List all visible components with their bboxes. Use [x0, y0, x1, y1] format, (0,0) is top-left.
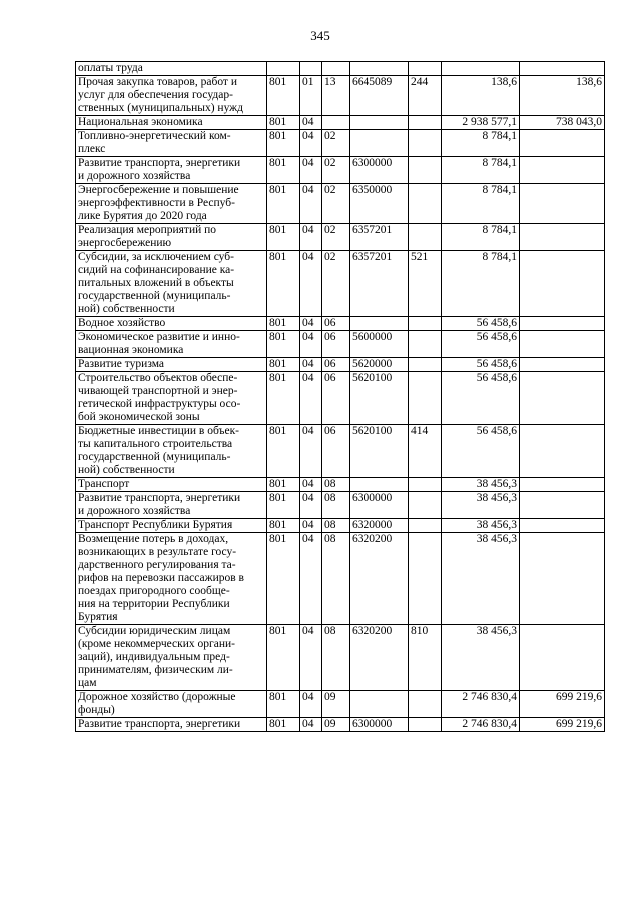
table-row — [76, 130, 605, 157]
item-name-cell — [76, 519, 267, 533]
subsection-code-cell: 08 — [322, 533, 350, 625]
admin-code-cell: 801 — [267, 492, 300, 519]
expense-type-cell — [409, 184, 442, 224]
amount-secondary-cell — [520, 331, 605, 358]
section-code-cell: 04 — [300, 251, 322, 317]
item-name-line: государственной (муниципаль- — [78, 290, 231, 302]
admin-code-cell: 801 — [267, 533, 300, 625]
amount-secondary-cell — [520, 533, 605, 625]
target-article-cell: 6350000 — [350, 184, 409, 224]
amount-secondary-cell — [520, 157, 605, 184]
section-code-cell: 04 — [300, 331, 322, 358]
item-name-line: плекс — [78, 143, 106, 155]
amount-secondary-cell: 699 219,6 — [520, 718, 605, 732]
amount-cell: 2 746 830,4 — [442, 691, 520, 718]
item-name-line: энергоэффективности в Респуб- — [78, 197, 235, 209]
expense-type-cell — [409, 372, 442, 425]
expense-type-cell — [409, 331, 442, 358]
item-name-line: чивающей транспортной и энер- — [78, 385, 238, 397]
expense-type-cell — [409, 533, 442, 625]
admin-code-cell: 801 — [267, 317, 300, 331]
amount-secondary-cell — [520, 62, 605, 76]
item-name-cell — [76, 224, 267, 251]
admin-code-cell: 801 — [267, 691, 300, 718]
item-name-line: Развитие туризма — [78, 358, 164, 370]
item-name-line: ния на территории Республики — [78, 598, 230, 610]
target-article-cell: 5600000 — [350, 331, 409, 358]
amount-cell: 138,6 — [442, 76, 520, 116]
target-article-cell — [350, 691, 409, 718]
subsection-code-cell: 08 — [322, 519, 350, 533]
admin-code-cell: 801 — [267, 358, 300, 372]
table-row — [76, 317, 605, 331]
item-name-line: Экономическое развитие и инно- — [78, 331, 240, 343]
amount-cell: 56 458,6 — [442, 317, 520, 331]
subsection-code-cell: 02 — [322, 184, 350, 224]
item-name-cell — [76, 331, 267, 358]
expense-type-cell — [409, 478, 442, 492]
item-name-line: ственных (муниципальных) нужд — [78, 102, 243, 114]
table-row — [76, 358, 605, 372]
section-code-cell: 04 — [300, 519, 322, 533]
item-name-line: возникающих в результате госу- — [78, 546, 237, 558]
amount-cell: 8 784,1 — [442, 130, 520, 157]
item-name-line: поездах пригородного сообще- — [78, 585, 230, 597]
admin-code-cell: 801 — [267, 519, 300, 533]
section-code-cell: 04 — [300, 157, 322, 184]
expense-type-cell — [409, 691, 442, 718]
target-article-cell: 6300000 — [350, 492, 409, 519]
item-name-line: бой экономической зоны — [78, 411, 200, 423]
subsection-code-cell: 02 — [322, 157, 350, 184]
table-row — [76, 224, 605, 251]
expense-type-cell — [409, 116, 442, 130]
budget-table-body — [76, 62, 605, 732]
item-name-cell — [76, 478, 267, 492]
item-name-line: Развитие транспорта, энергетики — [78, 157, 241, 169]
amount-cell: 56 458,6 — [442, 425, 520, 478]
section-code-cell: 04 — [300, 224, 322, 251]
item-name-cell — [76, 251, 267, 317]
amount-secondary-cell — [520, 130, 605, 157]
item-name-line: оплаты труда — [78, 62, 143, 74]
table-row — [76, 425, 605, 478]
subsection-code-cell: 06 — [322, 425, 350, 478]
target-article-cell: 5620000 — [350, 358, 409, 372]
target-article-cell: 5620100 — [350, 425, 409, 478]
subsection-code-cell: 09 — [322, 718, 350, 732]
section-code-cell: 04 — [300, 358, 322, 372]
target-article-cell: 6300000 — [350, 157, 409, 184]
subsection-code-cell: 13 — [322, 76, 350, 116]
admin-code-cell: 801 — [267, 425, 300, 478]
amount-cell: 38 456,3 — [442, 519, 520, 533]
target-article-cell: 6320200 — [350, 533, 409, 625]
item-name-line: Дорожное хозяйство (дорожные — [78, 691, 236, 703]
item-name-line: услуг для обеспечения государ- — [78, 89, 233, 101]
section-code-cell: 04 — [300, 372, 322, 425]
target-article-cell: 6320200 — [350, 625, 409, 691]
item-name-line: Энергосбережение и повышение — [78, 184, 239, 196]
subsection-code-cell: 06 — [322, 372, 350, 425]
item-name-line: ной) собственности — [78, 303, 175, 315]
table-row — [76, 625, 605, 691]
item-name-line: ной) собственности — [78, 464, 175, 476]
amount-secondary-cell — [520, 519, 605, 533]
admin-code-cell: 801 — [267, 331, 300, 358]
item-name-line: Транспорт — [78, 478, 130, 490]
subsection-code-cell: 02 — [322, 224, 350, 251]
item-name-line: вационная экономика — [78, 344, 184, 356]
target-article-cell — [350, 62, 409, 76]
item-name-line: Водное хозяйство — [78, 317, 166, 329]
budget-table — [75, 61, 605, 732]
admin-code-cell: 801 — [267, 224, 300, 251]
table-row — [76, 116, 605, 130]
amount-cell: 38 456,3 — [442, 533, 520, 625]
item-name-cell — [76, 62, 267, 76]
item-name-line: Субсидии, за исключением суб- — [78, 251, 234, 263]
table-row — [76, 533, 605, 625]
target-article-cell: 6300000 — [350, 718, 409, 732]
admin-code-cell: 801 — [267, 478, 300, 492]
section-code-cell: 04 — [300, 718, 322, 732]
table-row — [76, 184, 605, 224]
item-name-line: дарственного регулирования та- — [78, 559, 236, 571]
item-name-line: энергосбережению — [78, 237, 172, 249]
item-name-line: Развитие транспорта, энергетики — [78, 492, 241, 504]
amount-secondary-cell — [520, 184, 605, 224]
admin-code-cell: 801 — [267, 184, 300, 224]
item-name-line: цам — [78, 677, 97, 689]
item-name-line: принимателям, физическим ли- — [78, 664, 233, 676]
item-name-line: (кроме некоммерческих органи- — [78, 638, 235, 650]
item-name-line: государственной (муниципаль- — [78, 451, 231, 463]
table-row — [76, 372, 605, 425]
expense-type-cell — [409, 317, 442, 331]
amount-secondary-cell: 138,6 — [520, 76, 605, 116]
expense-type-cell — [409, 130, 442, 157]
subsection-code-cell: 08 — [322, 478, 350, 492]
item-name-line: Строительство объектов обеспе- — [78, 372, 238, 384]
section-code-cell: 04 — [300, 625, 322, 691]
item-name-cell — [76, 372, 267, 425]
table-row — [76, 492, 605, 519]
item-name-cell — [76, 130, 267, 157]
section-code-cell: 04 — [300, 317, 322, 331]
amount-secondary-cell: 738 043,0 — [520, 116, 605, 130]
item-name-cell — [76, 157, 267, 184]
amount-secondary-cell — [520, 358, 605, 372]
subsection-code-cell — [322, 62, 350, 76]
subsection-code-cell: 02 — [322, 251, 350, 317]
item-name-line: лике Бурятия до 2020 года — [78, 210, 207, 222]
page-number: 345 — [310, 28, 330, 43]
target-article-cell: 6357201 — [350, 251, 409, 317]
item-name-line: Возмещение потерь в доходах, — [78, 533, 229, 545]
amount-secondary-cell — [520, 372, 605, 425]
item-name-line: гетической инфраструктуры осо- — [78, 398, 241, 410]
table-row — [76, 478, 605, 492]
section-code-cell: 04 — [300, 130, 322, 157]
item-name-cell — [76, 184, 267, 224]
amount-secondary-cell — [520, 224, 605, 251]
admin-code-cell: 801 — [267, 157, 300, 184]
expense-type-cell: 810 — [409, 625, 442, 691]
section-code-cell: 04 — [300, 184, 322, 224]
target-article-cell — [350, 116, 409, 130]
item-name-line: Национальная экономика — [78, 116, 203, 128]
amount-secondary-cell — [520, 478, 605, 492]
item-name-line: сидий на софинансирование ка- — [78, 264, 235, 276]
amount-cell: 2 938 577,1 — [442, 116, 520, 130]
item-name-cell — [76, 691, 267, 718]
admin-code-cell: 801 — [267, 76, 300, 116]
amount-secondary-cell — [520, 492, 605, 519]
expense-type-cell — [409, 718, 442, 732]
section-code-cell: 04 — [300, 116, 322, 130]
amount-cell: 8 784,1 — [442, 251, 520, 317]
item-name-line: и дорожного хозяйства — [78, 170, 191, 182]
target-article-cell — [350, 130, 409, 157]
item-name-cell — [76, 76, 267, 116]
amount-secondary-cell: 699 219,6 — [520, 691, 605, 718]
item-name-cell — [76, 718, 267, 732]
item-name-line: фонды) — [78, 704, 115, 716]
amount-cell: 8 784,1 — [442, 184, 520, 224]
table-row — [76, 691, 605, 718]
section-code-cell: 04 — [300, 478, 322, 492]
subsection-code-cell: 02 — [322, 130, 350, 157]
item-name-cell — [76, 492, 267, 519]
amount-secondary-cell — [520, 425, 605, 478]
item-name-cell — [76, 116, 267, 130]
amount-cell: 38 456,3 — [442, 492, 520, 519]
table-row — [76, 157, 605, 184]
amount-cell — [442, 62, 520, 76]
admin-code-cell: 801 — [267, 718, 300, 732]
table-row — [76, 331, 605, 358]
admin-code-cell: 801 — [267, 372, 300, 425]
expense-type-cell — [409, 358, 442, 372]
expense-type-cell — [409, 62, 442, 76]
item-name-cell — [76, 358, 267, 372]
target-article-cell — [350, 478, 409, 492]
table-row — [76, 62, 605, 76]
subsection-code-cell: 08 — [322, 625, 350, 691]
item-name-cell — [76, 425, 267, 478]
subsection-code-cell: 06 — [322, 331, 350, 358]
amount-cell: 8 784,1 — [442, 224, 520, 251]
table-row — [76, 519, 605, 533]
amount-cell: 8 784,1 — [442, 157, 520, 184]
target-article-cell: 5620100 — [350, 372, 409, 425]
subsection-code-cell: 08 — [322, 492, 350, 519]
amount-cell: 38 456,3 — [442, 625, 520, 691]
amount-cell: 56 458,6 — [442, 372, 520, 425]
item-name-cell — [76, 533, 267, 625]
table-row — [76, 251, 605, 317]
section-code-cell: 04 — [300, 425, 322, 478]
item-name-cell — [76, 317, 267, 331]
admin-code-cell: 801 — [267, 625, 300, 691]
section-code-cell: 04 — [300, 691, 322, 718]
admin-code-cell: 801 — [267, 130, 300, 157]
section-code-cell: 04 — [300, 533, 322, 625]
amount-cell: 38 456,3 — [442, 478, 520, 492]
item-name-line: Бурятия — [78, 611, 118, 623]
item-name-line: Топливно-энергетический ком- — [78, 130, 231, 142]
section-code-cell: 01 — [300, 76, 322, 116]
expense-type-cell: 521 — [409, 251, 442, 317]
item-name-line: ты капитального строительства — [78, 438, 233, 450]
item-name-line: Развитие транспорта, энергетики — [78, 718, 241, 730]
target-article-cell: 6645089 — [350, 76, 409, 116]
table-row — [76, 718, 605, 732]
item-name-line: Транспорт Республики Бурятия — [78, 519, 233, 531]
amount-cell: 56 458,6 — [442, 331, 520, 358]
section-code-cell — [300, 62, 322, 76]
item-name-line: Реализация мероприятий по — [78, 224, 217, 236]
expense-type-cell — [409, 492, 442, 519]
expense-type-cell — [409, 157, 442, 184]
admin-code-cell — [267, 62, 300, 76]
section-code-cell: 04 — [300, 492, 322, 519]
amount-cell: 2 746 830,4 — [442, 718, 520, 732]
amount-secondary-cell — [520, 625, 605, 691]
expense-type-cell — [409, 519, 442, 533]
amount-secondary-cell — [520, 251, 605, 317]
target-article-cell: 6320000 — [350, 519, 409, 533]
amount-cell: 56 458,6 — [442, 358, 520, 372]
item-name-cell — [76, 625, 267, 691]
expense-type-cell: 244 — [409, 76, 442, 116]
item-name-line: Субсидии юридическим лицам — [78, 625, 231, 637]
item-name-line: Бюджетные инвестиции в объек- — [78, 425, 240, 437]
subsection-code-cell — [322, 116, 350, 130]
amount-secondary-cell — [520, 317, 605, 331]
expense-type-cell — [409, 224, 442, 251]
item-name-line: Прочая закупка товаров, работ и — [78, 76, 237, 88]
expense-type-cell: 414 — [409, 425, 442, 478]
item-name-line: рифов на перевозки пассажиров в — [78, 572, 244, 584]
subsection-code-cell: 06 — [322, 317, 350, 331]
target-article-cell — [350, 317, 409, 331]
admin-code-cell: 801 — [267, 251, 300, 317]
target-article-cell: 6357201 — [350, 224, 409, 251]
item-name-line: питальных вложений в объекты — [78, 277, 234, 289]
subsection-code-cell: 09 — [322, 691, 350, 718]
subsection-code-cell: 06 — [322, 358, 350, 372]
table-row — [76, 76, 605, 116]
admin-code-cell: 801 — [267, 116, 300, 130]
item-name-line: и дорожного хозяйства — [78, 505, 191, 517]
item-name-line: заций), индивидуальным пред- — [78, 651, 230, 663]
